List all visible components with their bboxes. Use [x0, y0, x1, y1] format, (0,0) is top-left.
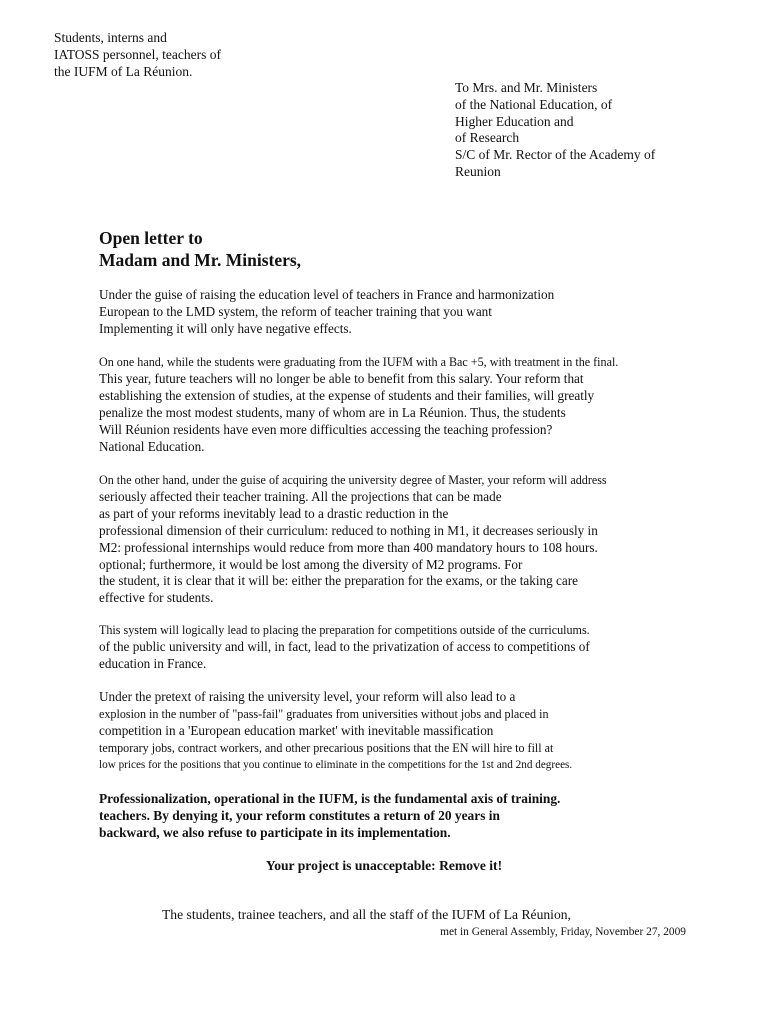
- sender-block: [54, 30, 221, 80]
- text-line: establishing the extension of studies, at the expense of students and their families, will greatly: [99, 387, 595, 403]
- assembly-note: met in General Assembly, Friday, November 27, 2009: [440, 926, 686, 938]
- text-line: Implementing it will only have negative effects.: [99, 320, 352, 336]
- text-line: the student, it is clear that it will be: either the preparation for the exams, or the taking care: [99, 573, 578, 589]
- text-line: Professionalization, operational in the IUFM, is the fundamental axis of training.: [99, 791, 561, 806]
- text-line: low prices for the positions that you continue to eliminate in the competitions for the 1st and 2nd degrees.: [99, 758, 573, 771]
- text-line: Will Réunion residents have even more difficulties accessing the teaching profession?: [99, 421, 553, 437]
- recipient-line: of the National Education, of: [455, 96, 613, 112]
- text-line: On the other hand, under the guise of acquiring the university degree of Master, your reform will address: [99, 473, 607, 487]
- text-line: temporary jobs, contract workers, and other precarious positions that the EN will hire to fill at: [99, 740, 554, 755]
- text-line: Under the guise of raising the education level of teachers in France and harmonization: [99, 287, 555, 302]
- paragraph-4: [99, 622, 701, 673]
- text-line: European to the LMD system, the reform of teacher training that you want: [99, 303, 492, 319]
- letter-title: [99, 227, 301, 271]
- recipient-line: S/C of Mr. Rector of the Academy of: [455, 147, 656, 163]
- sender-line: Students, interns and: [54, 30, 167, 45]
- sender-line: the IUFM of La Réunion.: [54, 63, 193, 79]
- recipient-block: [455, 80, 655, 181]
- recipient-line: of Research: [455, 130, 520, 146]
- text-line: education in France.: [99, 655, 207, 671]
- text-line: teachers. By denying it, your reform constitutes a return of 20 years in: [99, 807, 500, 823]
- paragraph-2: [99, 354, 701, 455]
- paragraph-3: [99, 472, 701, 607]
- text-line: M2: professional internships would reduce from more than 400 mandatory hours to 108 hours.: [99, 539, 598, 555]
- text-line: On one hand, while the students were graduating from the IUFM with a Bac +5, with treatment in the final.: [99, 355, 619, 369]
- text-line: of the public university and will, in fact, lead to the privatization of access to competitions of: [99, 638, 590, 654]
- text-line: professional dimension of their curriculum: reduced to nothing in M1, it decreases seriously in: [99, 522, 598, 538]
- signature-line: The students, trainee teachers, and all the staff of the IUFM of La Réunion,: [162, 907, 571, 922]
- text-line: seriously affected their teacher training. All the projections that can be made: [99, 488, 502, 504]
- sender-line: IATOSS personnel, teachers of: [54, 46, 221, 62]
- recipient-line: To Mrs. and Mr. Ministers: [455, 80, 598, 95]
- title-line: Madam and Mr. Ministers,: [99, 250, 302, 270]
- text-line: Under the pretext of raising the university level, your reform will also lead to a: [99, 689, 516, 704]
- paragraph-1: [99, 287, 701, 338]
- text-line: competition in a 'European education market' with inevitable massification: [99, 722, 494, 738]
- recipient-line: Higher Education and: [455, 113, 574, 129]
- text-line: backward, we also refuse to participate in its implementation.: [99, 824, 451, 840]
- title-line: Open letter to: [99, 228, 203, 248]
- text-line: optional; furthermore, it would be lost among the diversity of M2 programs. For: [99, 556, 523, 572]
- text-line: This system will logically lead to placing the preparation for competitions outside of the curriculums.: [99, 623, 590, 637]
- text-line: National Education.: [99, 438, 205, 454]
- demand-line: Your project is unacceptable: Remove it!: [265, 858, 503, 873]
- text-line: explosion in the number of "pass-fail" graduates from universities without jobs and placed in: [99, 706, 549, 721]
- paragraph-5: [99, 689, 701, 774]
- text-line: This year, future teachers will no longer be able to benefit from this salary. Your reform that: [99, 370, 584, 386]
- text-line: effective for students.: [99, 590, 214, 606]
- text-line: penalize the most modest students, many of whom are in La Réunion. Thus, the students: [99, 404, 566, 420]
- conclusion-paragraph: [99, 791, 637, 842]
- text-line: as part of your reforms inevitably lead to a drastic reduction in the: [99, 505, 449, 521]
- recipient-line: Reunion: [455, 163, 501, 179]
